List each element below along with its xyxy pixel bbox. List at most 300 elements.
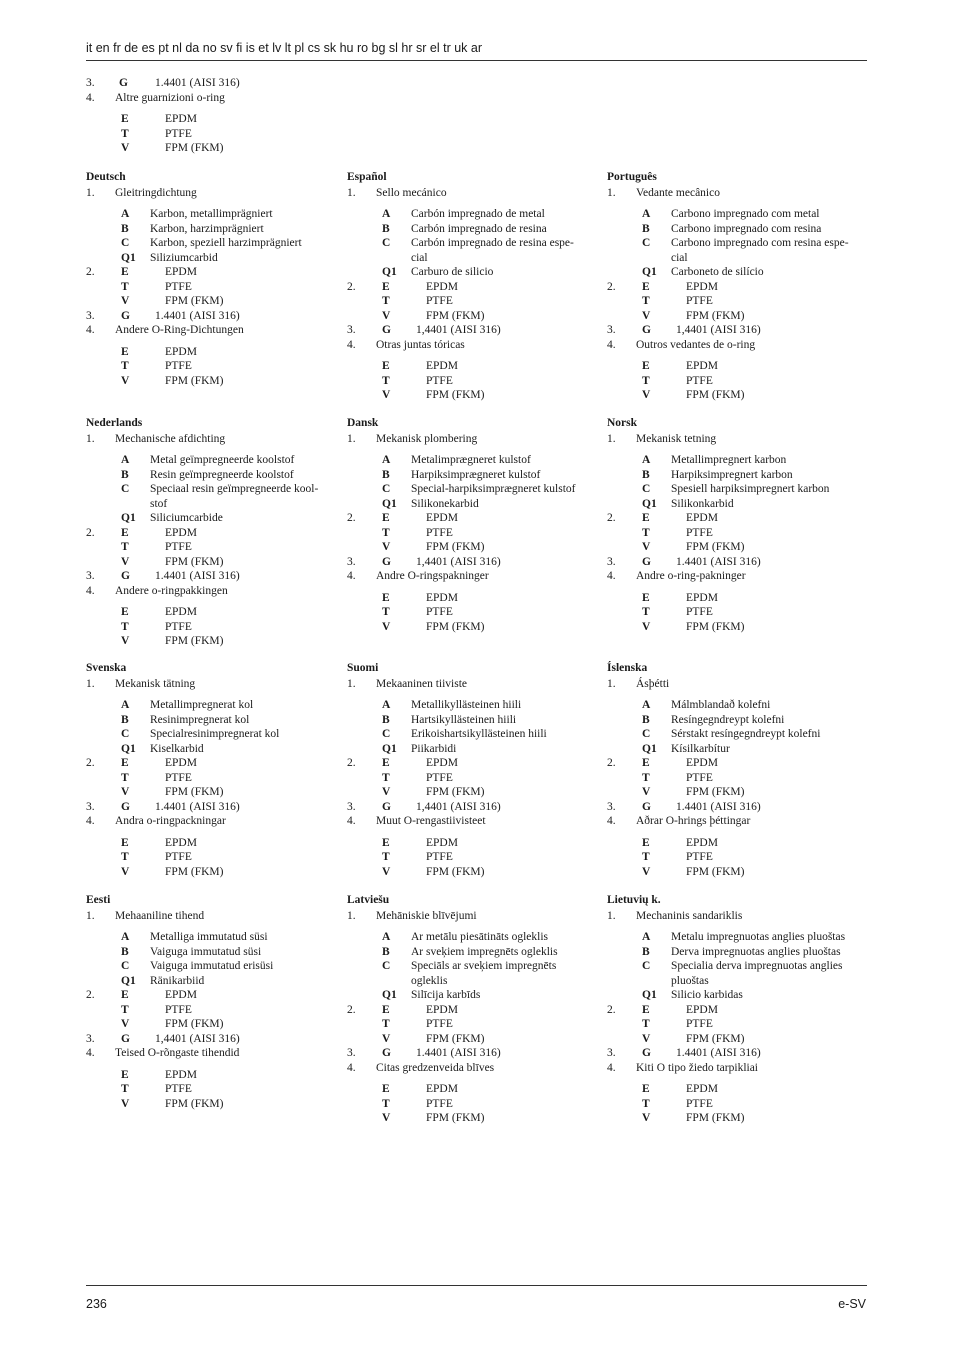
item-label: Mekanisk plombering <box>376 432 478 445</box>
elastomer-value: PTFE <box>165 771 192 784</box>
item-number: 2. <box>347 280 356 293</box>
item-label: Andre O-ringspakninger <box>376 570 489 582</box>
oring-value: FPM (FKM) <box>426 389 485 401</box>
elastomer-value: FPM (FKM) <box>426 541 485 553</box>
item-number: 4. <box>347 1061 356 1074</box>
seal-line <box>86 186 331 201</box>
material-value: Resinimpregnerat kol <box>150 713 250 726</box>
oring-value: EPDM <box>426 1083 458 1095</box>
material-item <box>347 482 587 497</box>
oring-value: EPDM <box>165 345 197 358</box>
seal-line <box>347 186 587 201</box>
g-line <box>86 1032 331 1047</box>
section-title: Íslenska <box>607 662 648 674</box>
item-code: G <box>382 800 391 813</box>
oring-item <box>86 1068 331 1083</box>
material-value: Silicio karbidas <box>671 989 743 1001</box>
material-code: A <box>382 699 391 711</box>
elastomer-value: FPM (FKM) <box>426 309 485 322</box>
elastomer-item <box>607 1003 862 1018</box>
material-code: A <box>642 699 651 711</box>
elastomer-item <box>607 540 862 555</box>
oring-code: T <box>121 620 129 633</box>
oring-value: EPDM <box>686 360 718 372</box>
material-item <box>347 236 587 265</box>
material-item <box>86 930 331 945</box>
elastomer-item <box>607 294 862 309</box>
elastomer-item <box>347 280 587 295</box>
item-label: Mekanisk tätning <box>115 677 196 690</box>
elastomer-item <box>347 526 587 541</box>
material-value: Piikarbidi <box>411 742 457 755</box>
material-code: A <box>121 699 130 711</box>
oring-value: FPM (FKM) <box>426 620 485 633</box>
elastomer-item <box>347 756 587 771</box>
oring-code: V <box>382 389 391 401</box>
item-label: Altre guarnizioni o-ring <box>115 91 225 104</box>
other-orings-line <box>86 814 331 829</box>
g-line <box>607 555 862 570</box>
item-value: 1.4401 (AISI 316) <box>676 1047 761 1059</box>
elastomer-item <box>86 771 331 786</box>
item-number: 1. <box>347 186 356 199</box>
oring-code: V <box>382 1112 391 1124</box>
material-code: Q1 <box>642 497 657 510</box>
elastomer-value: PTFE <box>165 1003 192 1016</box>
elastomer-code: T <box>642 526 650 539</box>
elastomer-code: V <box>382 1032 391 1045</box>
oring-value: FPM (FKM) <box>686 389 745 401</box>
elastomer-code: V <box>121 786 130 798</box>
material-value: Metallimpregnerat kol <box>150 699 254 711</box>
item-number: 1. <box>86 677 95 690</box>
item-number: 2. <box>86 266 95 278</box>
item-number: 2. <box>347 1003 356 1016</box>
language-section <box>347 893 587 1126</box>
material-item <box>607 265 862 280</box>
elastomer-value: FPM (FKM) <box>686 541 745 553</box>
oring-item <box>607 374 862 389</box>
oring-code: E <box>382 836 390 849</box>
item-number: 4. <box>347 815 356 827</box>
item-number: 3. <box>607 800 616 813</box>
elastomer-code: T <box>642 1018 650 1030</box>
material-item <box>86 251 331 266</box>
elastomer-code: T <box>121 541 129 553</box>
language-section <box>86 661 331 879</box>
item-label: Aðrar O-hrings þéttingar <box>636 815 751 827</box>
oring-item <box>607 388 862 403</box>
material-item <box>607 222 862 237</box>
oring-code: T <box>121 1083 129 1095</box>
oring-code: E <box>121 1068 129 1081</box>
elastomer-item <box>86 785 331 800</box>
oring-value: PTFE <box>686 1097 713 1110</box>
item-number: 4. <box>347 338 356 351</box>
other-orings-line <box>86 584 331 599</box>
item-code: G <box>382 555 391 568</box>
item-number: 1. <box>86 909 95 922</box>
item-number: 2. <box>86 757 95 769</box>
oring-code: V <box>642 1112 651 1124</box>
item-label: Mechanische afdichting <box>115 432 226 445</box>
material-code: B <box>382 945 390 958</box>
material-code: C <box>642 728 651 740</box>
material-item <box>347 222 587 237</box>
material-value: Kiselkarbid <box>150 742 204 755</box>
material-value: Hartsikyllästeinen hiili <box>411 713 517 726</box>
elastomer-value: FPM (FKM) <box>165 1018 224 1030</box>
material-value: Siliziumcarbid <box>150 251 218 264</box>
material-value: Silikonekarbid <box>411 497 479 510</box>
elastomer-item <box>347 785 587 800</box>
material-code: Q1 <box>382 266 397 278</box>
material-item <box>607 959 862 988</box>
material-item <box>86 511 331 526</box>
item-number: 1. <box>607 186 616 199</box>
elastomer-code: V <box>121 1018 130 1030</box>
elastomer-code: E <box>121 757 129 769</box>
item-label: Andere o-ringpakkingen <box>115 584 228 597</box>
oring-value: PTFE <box>165 360 192 372</box>
oring-code: E <box>121 606 129 618</box>
material-item <box>347 713 587 728</box>
material-value: Silīcija karbīds <box>411 989 481 1001</box>
material-item <box>86 974 331 989</box>
oring-code: T <box>642 1097 650 1110</box>
item-value: 1.4401 (AISI 316) <box>155 77 240 89</box>
elastomer-value: FPM (FKM) <box>686 309 745 322</box>
material-item <box>86 713 331 728</box>
elastomer-code: E <box>121 989 129 1001</box>
elastomer-item <box>86 756 331 771</box>
elastomer-value: PTFE <box>686 526 713 539</box>
seal-line <box>607 909 862 924</box>
item-value: 1,4401 (AISI 316) <box>416 800 501 813</box>
oring-value: PTFE <box>686 374 713 387</box>
language-section <box>607 661 862 879</box>
section-title: Latviešu <box>347 894 390 906</box>
elastomer-value: PTFE <box>686 771 713 784</box>
italian-continuation <box>86 76 326 156</box>
item-number: 4. <box>347 570 356 582</box>
elastomer-value: EPDM <box>686 512 718 524</box>
oring-item <box>607 591 862 606</box>
item-value: 1.4401 (AISI 316) <box>155 309 240 322</box>
oring-value: EPDM <box>426 836 458 849</box>
material-item <box>347 497 587 512</box>
material-code: C <box>382 960 391 972</box>
item-number: 2. <box>607 512 616 524</box>
seal-line <box>347 677 587 692</box>
material-code: C <box>121 728 130 740</box>
material-item <box>86 236 331 251</box>
seal-line <box>607 186 862 201</box>
elastomer-code: V <box>382 541 391 553</box>
material-item <box>86 959 331 974</box>
language-section <box>607 170 862 403</box>
elastomer-code: V <box>642 1032 651 1045</box>
item-code: G <box>642 800 651 813</box>
material-value: Erikoishartsikyllästeinen hiili <box>411 728 547 740</box>
material-code: Q1 <box>382 742 397 755</box>
elastomer-value: EPDM <box>686 1003 718 1016</box>
item-number: 2. <box>607 1003 616 1016</box>
material-code: A <box>382 931 391 943</box>
oring-item <box>347 388 587 403</box>
g-line <box>607 800 862 815</box>
oring-item <box>86 1097 331 1112</box>
item-label: Citas gredzenveida blīves <box>376 1061 495 1074</box>
material-value: Carbono impregnado com resina <box>671 222 822 235</box>
g-line <box>347 555 587 570</box>
elastomer-item <box>347 1003 587 1018</box>
oring-code: T <box>642 851 650 863</box>
oring-code: V <box>642 620 651 633</box>
other-orings-line <box>347 338 587 353</box>
elastomer-item <box>607 785 862 800</box>
material-item <box>347 945 587 960</box>
material-item <box>347 207 587 222</box>
section-title: Português <box>607 171 657 183</box>
item-number: 3. <box>347 555 356 568</box>
language-section <box>86 170 331 388</box>
elastomer-code: T <box>121 1003 129 1016</box>
oring-value: FPM (FKM) <box>426 865 485 878</box>
oring-item <box>347 865 587 880</box>
oring-value: FPM (FKM) <box>165 635 224 647</box>
elastomer-code: T <box>642 295 650 307</box>
item-number: 4. <box>86 584 95 597</box>
material-value: Speciāls ar sveķiem impregnēts ogleklis <box>411 960 557 987</box>
material-code: Q1 <box>642 742 657 755</box>
material-code: C <box>121 960 130 972</box>
oring-code: V <box>121 374 130 387</box>
oring-item <box>607 1111 862 1126</box>
elastomer-code: E <box>121 266 129 278</box>
material-item <box>607 988 862 1003</box>
item-value: 1,4401 (AISI 316) <box>416 324 501 336</box>
elastomer-item <box>607 1017 862 1032</box>
material-code: B <box>121 713 129 726</box>
item-number: 4. <box>86 91 95 104</box>
elastomer-value: EPDM <box>165 266 197 278</box>
item-label: Andere O-Ring-Dichtungen <box>115 324 244 336</box>
language-codes-header: it en fr de es pt nl da no sv fi is et lv lt pl cs sk hu ro bg sl hr sr el tr uk ar <box>86 41 482 55</box>
oring-value: EPDM <box>165 836 197 849</box>
elastomer-code: E <box>642 512 650 524</box>
elastomer-item <box>607 511 862 526</box>
oring-item <box>607 865 862 880</box>
oring-value: EPDM <box>686 591 718 604</box>
elastomer-value: PTFE <box>165 541 192 553</box>
oring-value: FPM (FKM) <box>686 1112 745 1124</box>
material-value: Ränikarbiid <box>150 974 205 987</box>
other-orings-line <box>86 323 331 338</box>
item-code: G <box>121 570 130 582</box>
elastomer-value: PTFE <box>686 295 713 307</box>
oring-code: T <box>121 360 129 372</box>
material-value: Carbón impregnado de resina espe-cial <box>411 237 574 264</box>
material-item <box>86 453 331 468</box>
material-item <box>347 959 587 988</box>
oring-value: FPM (FKM) <box>686 865 745 878</box>
g-line <box>86 569 331 584</box>
oring-code: E <box>121 836 129 849</box>
material-value: Resíngegndreypt kolefni <box>671 713 785 726</box>
elastomer-code: V <box>382 309 391 322</box>
item-number: 3. <box>607 324 616 336</box>
material-code: B <box>642 713 650 726</box>
material-value: Metalu impregnuotas anglies pluoštas <box>671 931 846 943</box>
language-section <box>347 416 587 634</box>
material-item <box>86 727 331 742</box>
material-value: Carbono impregnado com metal <box>671 208 820 220</box>
material-value: Metal geïmpregneerde koolstof <box>150 454 295 466</box>
elastomer-value: EPDM <box>165 757 197 769</box>
material-code: A <box>642 454 651 466</box>
item-number: 2. <box>347 512 356 524</box>
material-code: C <box>121 237 130 249</box>
item-number: 4. <box>607 815 616 827</box>
item-code: G <box>642 324 651 336</box>
item-number: 1. <box>347 677 356 690</box>
material-value: Derva impregnuotas anglies pluoštas <box>671 945 841 958</box>
other-orings-line <box>607 1061 862 1076</box>
elastomer-item <box>347 771 587 786</box>
item-number: 1. <box>607 909 616 922</box>
elastomer-item <box>347 309 587 324</box>
oring-code: V <box>642 865 651 878</box>
item-code: G <box>382 324 391 336</box>
item-number: 2. <box>607 280 616 293</box>
item-number: 2. <box>86 526 95 539</box>
item-label: Andra o-ringpackningar <box>115 815 226 827</box>
elastomer-item <box>86 988 331 1003</box>
elastomer-value: PTFE <box>426 1018 453 1030</box>
material-item <box>86 222 331 237</box>
elastomer-value: PTFE <box>426 526 453 539</box>
item-label: Teised O-rõngaste tihendid <box>115 1047 240 1059</box>
material-code: B <box>121 468 129 481</box>
material-code: C <box>382 237 391 249</box>
item-number: 1. <box>86 186 95 199</box>
item-code: G <box>121 309 130 322</box>
oring-value: PTFE <box>426 606 453 618</box>
oring-code: E <box>642 836 650 849</box>
oring-item <box>607 1097 862 1112</box>
elastomer-item <box>347 540 587 555</box>
oring-item <box>607 836 862 851</box>
item-number: 1. <box>607 677 616 690</box>
material-code: Q1 <box>121 742 136 755</box>
other-orings-line <box>607 338 862 353</box>
material-value: Metalliga immutatud süsi <box>150 931 268 943</box>
item-code: G <box>382 1047 391 1059</box>
oring-value: EPDM <box>426 591 458 604</box>
material-item <box>607 468 862 483</box>
item-number: 1. <box>347 909 356 922</box>
elastomer-item <box>86 555 331 570</box>
elastomer-item <box>86 265 331 280</box>
oring-value: FPM (FKM) <box>165 374 224 387</box>
item-label: Gleitringdichtung <box>115 186 197 199</box>
item-label: Otras juntas tóricas <box>376 338 465 351</box>
material-value: Karbon, harzimprägniert <box>150 222 264 235</box>
oring-code: E <box>642 591 650 604</box>
elastomer-code: T <box>382 1018 390 1030</box>
oring-code: V <box>121 1097 130 1110</box>
item-label: Sello mecánico <box>376 186 447 199</box>
elastomer-value: EPDM <box>686 280 718 293</box>
list-item: T PTFE <box>121 127 192 140</box>
oring-item <box>86 865 331 880</box>
oring-code: V <box>642 389 651 401</box>
item-value: 1,4401 (AISI 316) <box>416 555 501 568</box>
elastomer-value: FPM (FKM) <box>165 295 224 307</box>
elastomer-value: EPDM <box>426 757 458 769</box>
g-line <box>86 76 326 91</box>
item-number: 3. <box>86 800 95 813</box>
material-item <box>607 930 862 945</box>
material-code: Q1 <box>382 497 397 510</box>
material-item <box>347 930 587 945</box>
material-item <box>607 482 862 497</box>
language-section <box>347 661 587 879</box>
item-number: 3. <box>607 1047 616 1059</box>
oring-value: EPDM <box>686 1083 718 1095</box>
material-value: Vaiguga immutatud süsi <box>150 945 262 958</box>
oring-item <box>86 634 331 649</box>
oring-item <box>86 836 331 851</box>
oring-item <box>86 359 331 374</box>
elastomer-item <box>86 1003 331 1018</box>
seal-line <box>86 909 331 924</box>
oring-item <box>347 836 587 851</box>
oring-value: FPM (FKM) <box>165 865 224 878</box>
material-code: C <box>642 237 651 249</box>
item-value: 1.4401 (AISI 316) <box>155 800 240 813</box>
elastomer-code: E <box>642 757 650 769</box>
material-item <box>607 713 862 728</box>
oring-code: V <box>121 635 130 647</box>
material-value: Silikonkarbid <box>671 497 734 510</box>
material-item <box>347 988 587 1003</box>
material-value: Ar metālu piesātināts ogleklis <box>411 931 549 943</box>
item-label: Mehaaniline tihend <box>115 909 205 922</box>
elastomer-code: T <box>382 771 390 784</box>
material-item <box>607 236 862 265</box>
elastomer-value: PTFE <box>686 1018 713 1030</box>
oring-code: V <box>382 865 391 878</box>
other-orings-line <box>347 814 587 829</box>
elastomer-code: V <box>642 786 651 798</box>
elastomer-value: FPM (FKM) <box>426 1032 485 1045</box>
oring-code: E <box>121 345 129 358</box>
item-code: G <box>121 800 130 813</box>
oring-code: E <box>382 1083 390 1095</box>
elastomer-code: E <box>642 1003 650 1016</box>
seal-line <box>607 432 862 447</box>
elastomer-code: E <box>382 280 390 293</box>
elastomer-value: EPDM <box>426 280 458 293</box>
item-number: 3. <box>607 555 616 568</box>
oring-code: V <box>121 865 130 878</box>
other-orings-line <box>607 814 862 829</box>
oring-item <box>607 1082 862 1097</box>
language-section <box>347 170 587 403</box>
language-section <box>86 416 331 649</box>
